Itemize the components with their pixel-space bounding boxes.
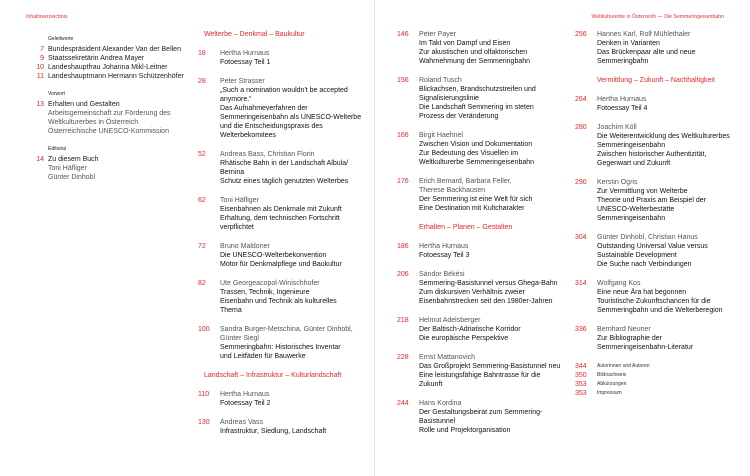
entry-author: Bruno Maldoner [220, 243, 270, 250]
toc-entry[interactable] [26, 155, 196, 182]
toc-entry[interactable] [397, 270, 567, 306]
entry-title: Zwischen historischer Authentizität, [597, 151, 707, 158]
running-head-right: Weltkulturerbe in Österreich — Die Semmeringeisenbahn [591, 14, 724, 20]
entry-title: und die Entscheidungspraxis des [220, 123, 323, 130]
entry-title: Fotoessay Teil 1 [220, 59, 271, 66]
toc-entry[interactable] [198, 325, 368, 361]
entry-title: Schutz eines täglich genutzten Welterbes [220, 178, 349, 185]
toc-entry[interactable] [575, 233, 745, 269]
entry-title: UNESCO-Welterbestätte [597, 206, 675, 213]
page-number: 336 [575, 326, 587, 333]
entry-author: Andreas Bass, Christian Florin [220, 151, 315, 158]
entry-author: Bernhard Neuner [597, 326, 651, 333]
entry-title: Welterbekomitees [220, 132, 276, 139]
entry-title: Gegenwart und Zukunft [597, 160, 671, 167]
entry-title: Zum diskursiven Verhältnis zweier [419, 289, 525, 296]
entry-title: Rolle und Projektorganisation [419, 427, 511, 434]
entry-text: Landeshauptmann Hermann Schützenhöfer [48, 73, 184, 80]
entry-author: Hans Kordina [419, 400, 462, 407]
entry-title: Eine neue Ära hat begonnen [597, 289, 687, 296]
appendix-entry[interactable] [575, 362, 745, 371]
toc-entry[interactable] [26, 54, 196, 63]
entry-author: Peter Strasser [220, 78, 265, 85]
group-geleitworte [26, 36, 196, 81]
entry-text: Bundespräsident Alexander Van der Bellen [48, 46, 181, 53]
entry-title: Der Semmering ist eine Welt für sich [419, 196, 533, 203]
entry-author: Birgit Haehnel [419, 132, 463, 139]
page-number: 52 [198, 151, 206, 158]
entry-title: Die Suche nach Verbindungen [597, 261, 692, 268]
entry-author: Hertha Hurnaus [220, 391, 270, 398]
entry-author: Hannes Karl, Rolf Mühlethaler [597, 31, 691, 38]
entry-author: Toni Häfliger [48, 165, 87, 172]
entry-title: Eine Destination mit Kultcharakter [419, 205, 525, 212]
entry-title: Die europäische Perspektive [419, 335, 509, 342]
page-number: 218 [397, 317, 409, 324]
page-number: 7 [40, 46, 44, 53]
toc-entry[interactable] [198, 418, 368, 436]
appendix-entry[interactable] [575, 371, 745, 380]
entry-title: Semmeringbahn: Historisches Inventar [220, 344, 341, 351]
entry-title: Weltkulturerbe Semmeringeisenbahn [419, 159, 535, 166]
page-number: 206 [397, 271, 409, 278]
group-vorwort [26, 91, 196, 136]
page-number: 62 [198, 197, 206, 204]
entry-title: Die Weiterentwicklung des Weltkulturerbes [597, 133, 730, 140]
toc-entry[interactable] [397, 76, 567, 121]
entry-title: Zur Bibliographie der [597, 335, 662, 342]
entry-title: Zur Bedeutung des Visuellen im [419, 150, 519, 157]
toc-entry[interactable] [575, 123, 745, 168]
toc-entry[interactable] [397, 353, 567, 389]
entry-title: „Such a nomination wouldn't be accepted [220, 87, 348, 94]
page-number: 186 [397, 243, 409, 250]
toc-entry[interactable] [26, 100, 196, 136]
toc-entry[interactable] [575, 325, 745, 352]
entry-title: Thema [220, 307, 242, 314]
entry-text: Landeshauptfrau Johanna Mikl-Leitner [48, 64, 168, 71]
toc-entry[interactable] [198, 77, 368, 140]
entry-title: Denken in Varianten [597, 40, 660, 47]
entry-title: Das Großprojekt Semmering-Basistunnel neu [419, 363, 561, 370]
section-heading: Vermittlung – Zukunft – Nachhaltigkeit [597, 77, 715, 84]
entry-title: Rhätische Bahn in der Landschaft Albula/ [220, 160, 349, 167]
entry-title: Semmeringbahn [597, 58, 649, 65]
entry-author: Toni Häfliger [220, 197, 259, 204]
toc-entry[interactable] [397, 30, 567, 66]
page-number: 344 [575, 363, 587, 370]
appendix-label: Impressum [597, 390, 622, 396]
toc-entry[interactable] [397, 316, 567, 343]
entry-author: Ute Georgeacopol-Winischhofer [220, 280, 320, 287]
entry-title: Zur Vermittlung von Welterbe [597, 188, 688, 195]
page-number: 166 [397, 132, 409, 139]
page-number: 244 [397, 400, 409, 407]
page-number: 353 [575, 390, 587, 397]
toc-entry[interactable] [397, 177, 567, 213]
entry-author: Sándor Békési [419, 271, 465, 278]
entry-title: Theorie und Praxis am Beispiel der [597, 197, 706, 204]
entry-title: Zu diesem Buch [48, 156, 99, 163]
entry-title: Motor für Denkmalpflege und Baukultur [220, 261, 342, 268]
entry-author: Hertha Hurnaus [220, 50, 270, 57]
toc-entry[interactable] [198, 49, 368, 67]
entry-title: Semmeringeisenbahn-Literatur [597, 344, 694, 351]
toc-entry[interactable] [198, 150, 368, 186]
entry-author: Hertha Hurnaus [597, 96, 647, 103]
entry-title: Semmeringeisenbahn als UNESCO-Welterbe [220, 114, 362, 121]
entry-title: anymore.“ [220, 96, 252, 103]
entry-title: Trassen, Technik, Ingenieure [220, 289, 310, 296]
section-heading: Landschaft – Infrastruktur – Kulturlandschaft [204, 372, 342, 379]
page-number: 100 [198, 326, 210, 333]
page-number: 146 [397, 31, 409, 38]
entry-title: Touristische Zukunftschancen für die [597, 298, 711, 305]
toc-entry[interactable] [575, 279, 745, 315]
entry-title: Fotoessay Teil 3 [419, 252, 470, 259]
entry-author: Günter Dinhobl, Christian Hanus [597, 234, 698, 241]
entry-title: Infrastruktur, Siedlung, Landschaft [220, 428, 327, 435]
entry-author: Peter Payer [419, 31, 456, 38]
section-entries [397, 242, 567, 435]
entry-title: Erhaltung, dem technischen Fortschritt [220, 215, 340, 222]
page-number: 290 [575, 179, 587, 186]
page-number: 264 [575, 96, 587, 103]
page-number: 130 [198, 419, 210, 426]
toc-column-2 [198, 30, 368, 446]
section-entries [575, 30, 745, 66]
page-number: 156 [397, 77, 409, 84]
page-number: 110 [198, 391, 210, 398]
entry-title: Eisenbahnstrecken seit den 1980er-Jahren [419, 298, 553, 305]
entry-title: Eisenbahnen als Denkmale mit Zukunft [220, 206, 342, 213]
entry-author: Joachim Köll [597, 124, 637, 131]
toc-entry[interactable] [575, 95, 745, 113]
entry-author: Erich Bernard, Barbara Feller, [419, 178, 512, 185]
toc-entry[interactable] [575, 30, 745, 66]
toc-entry[interactable] [26, 63, 196, 72]
page-number: 280 [575, 124, 587, 131]
section-entries [575, 95, 745, 352]
entry-title: Semmeringeisenbahn [597, 142, 666, 149]
entry-author: Therese Backhausen [419, 187, 486, 194]
section-entries [198, 49, 368, 361]
section-heading: Welterbe – Denkmal – Baukultur [204, 31, 305, 38]
entry-title: Erhalten und Gestalten [48, 101, 120, 108]
toc-entry[interactable] [198, 390, 368, 408]
right-page [375, 0, 750, 476]
entry-author: Günter Siegl [220, 335, 259, 342]
entry-author: Kerstin Ogris [597, 179, 638, 186]
entry-author: Günter Dinhobl [48, 174, 96, 181]
entry-line: Österreichische UNESCO-Kommission [48, 128, 169, 135]
entry-title: Wahrnehmung der Semmeringbahn [419, 58, 531, 65]
entry-title: Outstanding Universal Value versus [597, 243, 708, 250]
page-number: 10 [36, 64, 44, 71]
toc-entry[interactable] [26, 72, 196, 81]
page-number: 304 [575, 234, 587, 241]
appendix-entry[interactable] [575, 389, 745, 398]
section-entries [397, 30, 567, 213]
toc-entry[interactable] [575, 178, 745, 223]
entry-author: Hertha Hurnaus [419, 243, 469, 250]
entry-title: und Leitfäden für Bauwerke [220, 353, 306, 360]
entry-title: Fotoessay Teil 4 [597, 105, 648, 112]
entry-title: Signalisierungslinie [419, 95, 479, 102]
appendix-list [575, 362, 745, 398]
entry-title: Der Baltisch-Adriatische Korridor [419, 326, 521, 333]
group-label: Vorwort [48, 91, 65, 97]
appendix-entry[interactable] [575, 380, 745, 389]
entry-text: Staatssekretärin Andrea Mayer [48, 55, 145, 62]
page-number: 11 [36, 73, 44, 80]
toc-entry[interactable] [397, 399, 567, 435]
page-number: 350 [575, 372, 587, 379]
entry-title: Der Gestaltungsbeirat zum Semmering- [419, 409, 543, 416]
entry-title: Im Takt von Dampf und Eisen [419, 40, 511, 47]
entry-title: Basistunnel [419, 418, 456, 425]
section-heading: Erhalten – Planen – Gestalten [419, 224, 513, 231]
entry-title: Blickachsen, Brandschutzstreifen und [419, 86, 536, 93]
entry-title: Bernina [220, 169, 245, 176]
page-number: 228 [397, 354, 409, 361]
entry-author: Wolfgang Kos [597, 280, 641, 287]
toc-entry[interactable] [198, 242, 368, 269]
toc-entry[interactable] [397, 131, 567, 167]
entry-title: Fotoessay Teil 2 [220, 400, 271, 407]
page-number: 256 [575, 31, 587, 38]
entry-title: Semmering-Basistunnel versus Ghega-Bahn [419, 280, 558, 287]
page-number: 18 [198, 50, 206, 57]
entry-title: Prozess der Veränderung [419, 113, 499, 120]
entry-author: Helmut Adelsberger [419, 317, 481, 324]
group-editorial [26, 146, 196, 182]
entry-title: Zukunft [419, 381, 443, 388]
entry-author: Ernst Mattanovich [419, 354, 476, 361]
toc-column-3 [397, 30, 567, 445]
toc-entry[interactable] [198, 196, 368, 232]
entry-title: Zur akustischen und olfaktorischen [419, 49, 528, 56]
entry-line: Arbeitsgemeinschaft zur Förderung des [48, 110, 171, 117]
entry-title: Sustainable Development [597, 252, 677, 259]
appendix-label: Abkürzungen [597, 381, 627, 387]
entry-title: Zwischen Vision und Dokumentation [419, 141, 533, 148]
section-entries [198, 390, 368, 436]
entry-line: Weltkulturerbes in Österreich [48, 119, 139, 126]
entry-title: Das Aufnahmeverfahren der [220, 105, 308, 112]
page-number: 9 [40, 55, 44, 62]
page-number: 353 [575, 381, 587, 388]
page-number: 314 [575, 280, 587, 287]
entry-author: Roland Tusch [419, 77, 462, 84]
page-number: 13 [36, 101, 44, 108]
page-number: 28 [198, 78, 206, 85]
entry-title: verpflichtet [220, 224, 254, 231]
toc-entry[interactable] [198, 279, 368, 315]
page-number: 176 [397, 178, 409, 185]
appendix-label: Autorinnen und Autoren [597, 363, 650, 369]
entry-title: Das Brückenpaar alte und neue [597, 49, 696, 56]
front-matter-column [26, 36, 196, 190]
group-label: Editorial [48, 146, 67, 152]
running-head-left: Inhaltsverzeichnis [26, 14, 68, 20]
toc-entry[interactable] [397, 242, 567, 260]
page-number: 72 [198, 243, 206, 250]
entry-title: Semmeringbahn und die Welterberegion [597, 307, 723, 314]
page-number: 82 [198, 280, 206, 287]
page-number: 14 [36, 156, 44, 163]
entry-title: Die UNESCO-Welterbekonvention [220, 252, 327, 259]
toc-column-4 [575, 30, 745, 398]
entry-author: Sandra Burger-Metschina, Günter Dinhobl, [220, 326, 353, 333]
entry-title: Eine leistungsfähige Bahntrasse für die [419, 372, 541, 379]
toc-entry[interactable] [26, 45, 196, 54]
entry-title: Semmeringeisenbahn [597, 215, 666, 222]
entry-title: Eisenbahn und Technik als kulturelles [220, 298, 337, 305]
group-label: Geleitworte [48, 36, 74, 42]
appendix-label: Bildnachweis [597, 372, 627, 378]
entry-title: Die Landschaft Semmering im steten [419, 104, 534, 111]
entry-author: Andreas Vass [220, 419, 264, 426]
